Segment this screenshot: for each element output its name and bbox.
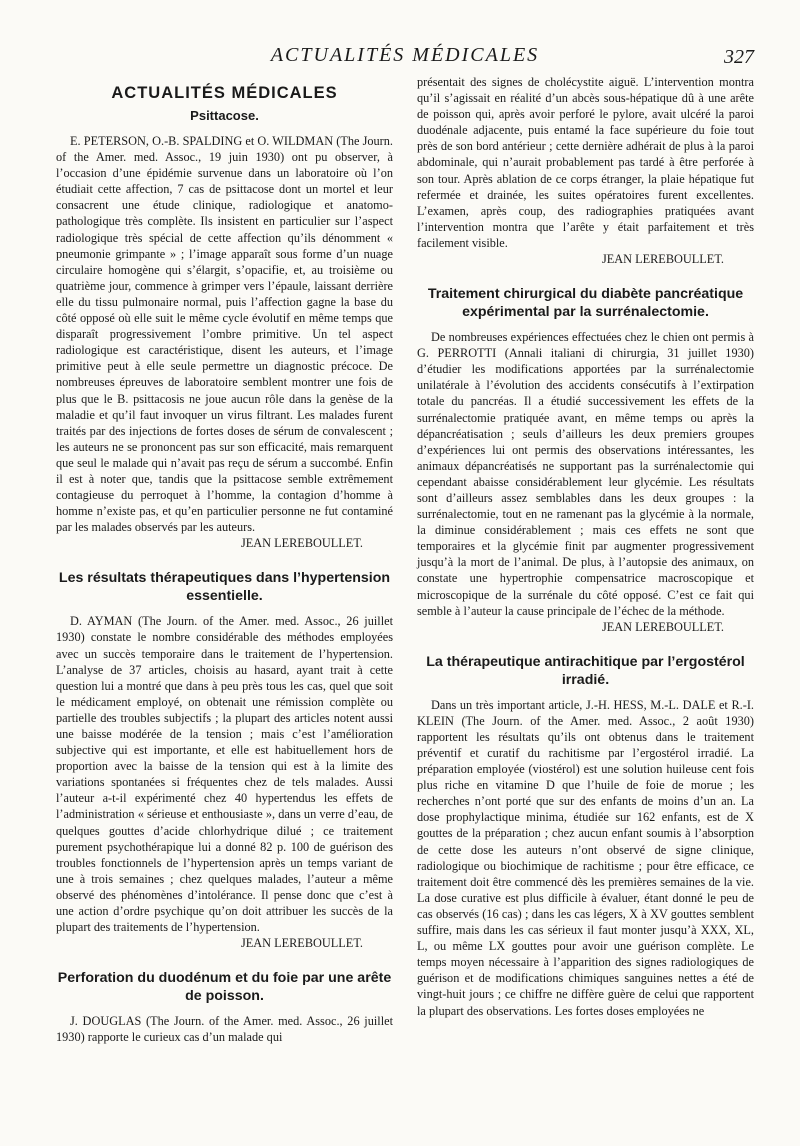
running-header bbox=[56, 40, 754, 70]
text-columns bbox=[56, 74, 754, 1045]
section-title-hypertension: Les résultats thérapeutiques dans l’hypertension essentielle. bbox=[58, 570, 391, 605]
section-title-perforation: Perforation du duodénum et du foie par une arête de poisson. bbox=[57, 970, 392, 1005]
page-number: 327 bbox=[724, 46, 754, 68]
left-column bbox=[56, 74, 393, 1045]
article-diabete-body: De nombreuses expériences effectuées chez le chien ont permis à G. PERROTTI (Annali italiani di chirurgia, 31 juillet 1930) d’étudier les modifications apportées par la surrénalectomie unilatérale à l’évolution des accidents consécutifs à l’extirpation totale du pancréas. Il a étudié successivement les effets de la surrénalectomie pratiquée avant, en même temps ou après la dépancréatisation ; seuls d’ailleurs les deux premiers groupes d’expériences lui ont permis des observations intéressantes, les animaux dépancréatisés ne supportant pas la surrénalectomie qui cependant abaisse considérablement leur glycémie. Les résultats sont d’ailleurs assez semblables dans les deux groupes : la surrénalectomie, tout en ne ramenant pas la glycémie à la normale, la diminue considérablement ; mais ces effets ne sont que temporaires et la glycémie finit par augmenter progressivement jusqu’à la mort de l’animal. De plus, à l’autopsie des animaux, on constate une hypertrophie compensatrice macroscopique et microscopique de la surrénale du côté opposé. C’est ce fait qui semble à l’auteur la cause principale de l’échec de la méthode. bbox=[417, 330, 754, 618]
article-perforation-body: J. DOUGLAS (The Journ. of the Amer. med. Assoc., 26 juillet 1930) rapporte le curieux cas d’un malade qui bbox=[56, 1014, 393, 1045]
signature: JEAN LEREBOULLET. bbox=[240, 936, 363, 951]
article-hypertension-body: D. AYMAN (The Journ. of the Amer. med. Assoc., 26 juillet 1930) constate le nombre considérable des méthodes employées avec un succès temporaire dans le traitement de l’hypertension. L’analyse de 37 articles, choisis au hasard, ayant trait à cette question lui a montré que dans à peu près tous les cas, quel que soit le médicament employé, on obtenait une rémission complète ou partielle des troubles subjectifs ; la plupart des articles notent aussi une baisse modérée de la tension ; mais c’est l’amélioration subjective qui est importante, et elle est habituellement hors de proportion avec la baisse de la tension qui est à la limite des variations spontanées si fréquentes chez de tels malades. Aussi l’auteur a-t-il expérimenté chez 40 hypertendus les effets de l’administration « sérieuse et enthousiaste », dans un verre d’eau, de quelques gouttes d’acide chlorhydrique dilué ; ce traitement purement psychothérapique lui a donné 82 p. 100 de guérison des troubles fonctionnels de l’hypertension après un temps variant de une à trois semaines ; chez quelques malades, l’auteur a même observé des phénomènes d’intolérance. Il pense donc que c’est à une action d’ordre psychique qu’on doit attribuer les succès de la plupart des traitements de l’hypertension. bbox=[56, 614, 393, 935]
section-title-diabete: Traitement chirurgical du diabète pancréatique expérimental par la surrénalectomie. bbox=[427, 286, 744, 321]
section-title-psittacose: Psittacose. bbox=[190, 108, 259, 123]
article-perforation-continued: présentait des signes de cholécystite aiguë. L’intervention montra qu’il s’agissait en réalité d’un abcès sous-hépatique dû à une arête de poisson qui, après avoir perforé le pylore, avait ulcéré la paroi duodénale adjacente, puis entamé la face supérieure du foie tout près de son bord antérieur ; cette dernière adhérait de plus à la paroi abdominale, qui n’aurait probablement pas tardé à être perforée à son tour. Après ablation de ce corps étranger, la plaie hépatique fut refermée et drainée, les suites opératoires furent excellentes. L’examen, après coup, des radiographies pratiquées avant l’intervention montra que l’arête y était parfaitement et très facilement visible. bbox=[417, 75, 754, 250]
section-title-ergosterol: La thérapeutique antirachitique par l’ergostérol irradié. bbox=[426, 653, 745, 688]
right-column bbox=[417, 74, 754, 1045]
signature: JEAN LEREBOULLET. bbox=[601, 619, 724, 634]
article-ergosterol-body: Dans un très important article, J.-H. HESS, M.-L. DALE et R.-I. KLEIN (The Journ. of the Amer. med. Assoc., 2 août 1930) rapportent les résultats qu’ils ont obtenus dans le traitement préventif et curatif du rachitisme par l’ergostérol irradié. La préparation employée (viostérol) est une solution huileuse cent fois plus riche en vitamine D que l’huile de foie de morue ; les recherches n’ont porté que sur des enfants de moins d’un an. La dose prophylactique minima, étudiée sur 162 enfants, est de X gouttes de la préparation ; chez aucun enfant soumis à l’absorption de cette dose les auteurs n’ont observé de signe clinique, radiologique ou biochimique de rachitisme ; pour être efficace, ce traitement doit être commencé dès les premières semaines de la vie. La dose curative est plus difficile à évaluer, étant donné le peu de cas observés (16 cas) ; dans les cas légers, X à XV gouttes semblent suffire, mais dans les cas sérieux il faut monter jusqu’à XXX, XL, L, ou même LX gouttes pour avoir une guérison complète. Le temps moyen nécessaire à l’apparition des signes radiologiques de guérison et de modifications chimiques sanguines nettes a été de vingt-huit jours ; ce chiffre ne diffère guère de celui que rapportent la plupart des observations. Les fortes doses employées ne bbox=[417, 697, 754, 1018]
article-psittacose-body: E. PETERSON, O.-B. SPALDING et O. WILDMAN (The Journ. of the Amer. med. Assoc., 19 juin 1930) ont pu observer, à l’occasion d’une épidémie survenue dans un laboratoire où l’on étudiait cette affection, 7 cas de psittacose dont un mortel et leur consacrent une étude clinique, radiologique et anatomo-pathologique très complète. Ils insistent en particulier sur l’aspect radiologique très spécial de cette affection qu’ils dénomment « pneumonie grimpante » ; l’image apparaît sous forme d’un nuage circulaire homogène qui s’élargit, s’opacifie, et, au troisième ou quatrième jour, commence à grimper vers l’épaule, laissant derrière elle du tissu pulmonaire normal, puis l’affection gagne la base du côté opposé où elle suit le même cycle évolutif en même temps que disparaît progressivement l’ombre primitive. Un tel aspect radiologique est caractéristique, disent les auteurs, et l’image primitive peut à elle seule permettre un diagnostic précoce. De nombreuses épreuves de laboratoire semblent montrer une fois de plus que le B. psittacosis ne joue aucun rôle dans la genèse de la maladie et qu’il faut invoquer un virus filtrant. Les malades furent traités par des injections de fortes doses de sérum de convalescent ; les auteurs ne se prononcent pas sur son efficacité, mais remarquent que seul le malade qui n’avait pas reçu de sérum a succombé. Enfin il est à noter que, tandis que la psittacose semble extrêmement contagieuse du perroquet à l’homme, la contagion d’homme à homme n’existe pas, et qu’en particulier personne ne fut contaminé par les malades observés par les auteurs. bbox=[56, 134, 393, 535]
running-title: ACTUALITÉS MÉDICALES bbox=[270, 44, 540, 66]
signature: JEAN LEREBOULLET. bbox=[240, 536, 363, 551]
signature: JEAN LEREBOULLET. bbox=[601, 252, 724, 267]
main-title: ACTUALITÉS MÉDICALES bbox=[111, 84, 338, 102]
